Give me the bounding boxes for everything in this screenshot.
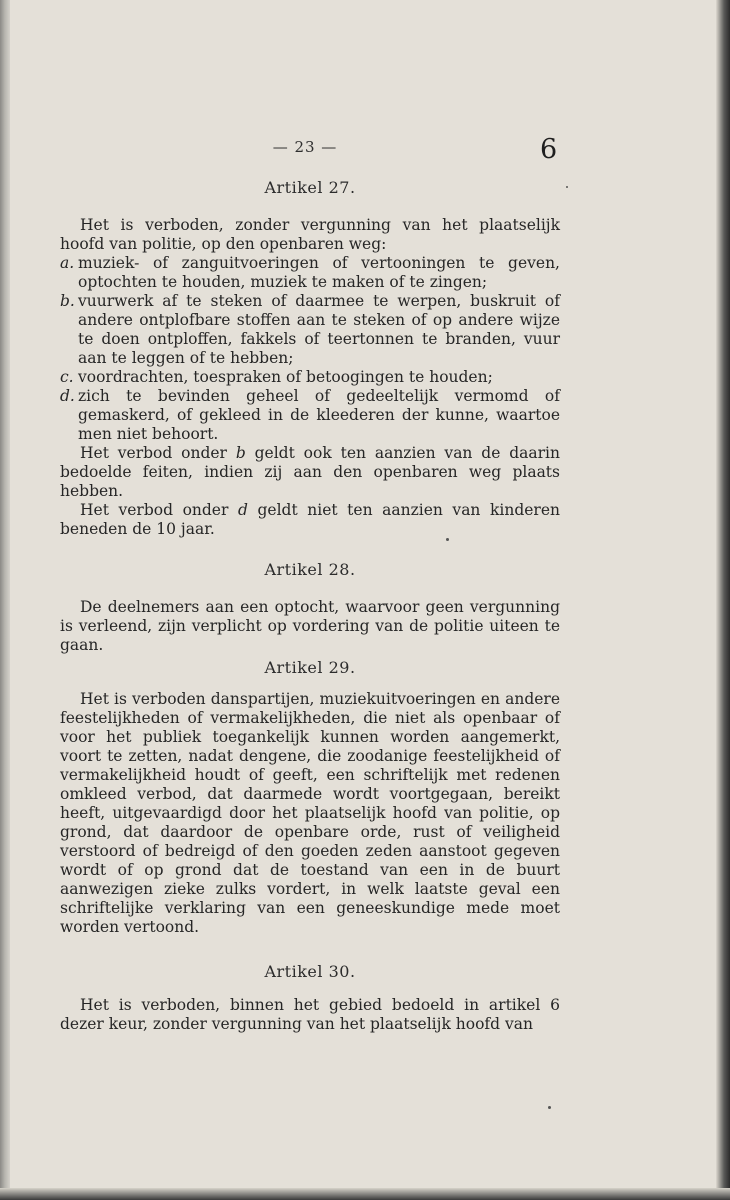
- page-right-edge: [716, 0, 730, 1200]
- artikel-30-heading: Artikel 30.: [264, 962, 356, 981]
- paragraph-b-suffix: geldt ook ten aanzien van de daarin bedoelde feiten, indien zij aan den openbaren weg plaats hebben.: [60, 444, 560, 500]
- list-item-text: muziek- of zanguitvoeringen of vertooningen te geven, optochten te houden, muziek te maken of te zingen;: [78, 254, 560, 291]
- paragraph-d-letter: d: [237, 501, 248, 519]
- page-left-edge: [0, 0, 10, 1200]
- list-item: [60, 387, 560, 444]
- list-item: [60, 292, 560, 368]
- paragraph-b-prefix: Het verbod onder: [80, 444, 236, 462]
- artikel-27-intro: Het is verboden, zonder vergunning van het plaatselijk hoofd van politie, op den openbaren weg:: [60, 216, 560, 253]
- ink-speck: [548, 1106, 551, 1109]
- list-item: [60, 368, 560, 387]
- artikel-29-text: Het is verboden danspartijen, muziekuitvoeringen en andere feestelijkheden of vermakelijkheden, die niet als openbaar of voor het publiek toegankelijk kunnen worden aangemerkt, voort te zetten, nadat dengene, die zoodanige feestelijkheid of vermakelijkheid houdt of geeft, een schriftelijk met redenen omkleed verbod, dat daarmede wordt voortgegaan, bereikt heeft, uitgevaardigd door het plaatselijk hoofd van politie, op grond, dat daardoor de openbare orde, rust of veiligheid verstoord of bedreigd of den goeden zeden aanstoot gegeven wordt of op grond dat de toestand van een in de buurt aanwezigen zieke zulks vordert, in welk laatste geval een schriftelijke verklaring van een geneeskundige mede moet worden vertoond.: [60, 690, 560, 936]
- paragraph-d-prefix: Het verbod onder: [80, 501, 238, 519]
- artikel-27-body: [60, 216, 560, 539]
- artikel-28-heading: Artikel 28.: [264, 560, 356, 579]
- list-item-label: d.: [60, 387, 75, 405]
- list-item-label: a.: [60, 254, 75, 272]
- artikel-27-paragraph-b: [60, 444, 560, 501]
- artikel-28-text: De deelnemers aan een optocht, waarvoor geen vergunning is verleend, zijn verplicht op vordering van de politie uiteen te gaan.: [60, 598, 560, 654]
- list-item-label: c.: [60, 368, 74, 386]
- paragraph-d-suffix: geldt niet ten aanzien van kinderen beneden de 10 jaar.: [60, 501, 560, 538]
- artikel-30-text: Het is verboden, binnen het gebied bedoeld in artikel 6 dezer keur, zonder vergunning van het plaatselijk hoofd van: [60, 996, 560, 1033]
- ink-speck: [566, 186, 568, 188]
- artikel-27-heading: Artikel 27.: [264, 178, 356, 197]
- artikel-29-body: [60, 690, 560, 937]
- artikel-28-body: [60, 598, 560, 655]
- artikel-30-body: [60, 996, 560, 1034]
- artikel-27-paragraph-d: [60, 501, 560, 539]
- list-item-text: zich te bevinden geheel of gedeeltelijk vermomd of gemaskerd, of gekleed in de kleederen der kunne, waartoe men niet behoort.: [78, 387, 560, 443]
- list-item-text: voordrachten, toespraken of betoogingen te houden;: [78, 368, 493, 386]
- list-item-text: vuurwerk af te steken of daarmee te werpen, buskruit of andere ontplofbare stoffen aan te steken of op andere wijze te doen ontploffen, fakkels of teertonnen te branden, vuur aan te leggen of te hebben;: [78, 292, 560, 367]
- sheet-mark: 6: [540, 134, 558, 165]
- page-number: — 23 —: [272, 138, 338, 156]
- paragraph-b-letter: b: [235, 444, 246, 462]
- page-bottom-edge: [0, 1188, 730, 1200]
- ink-speck: [446, 538, 449, 541]
- list-item: [60, 254, 560, 292]
- list-item-label: b.: [60, 292, 75, 310]
- artikel-29-heading: Artikel 29.: [264, 658, 356, 677]
